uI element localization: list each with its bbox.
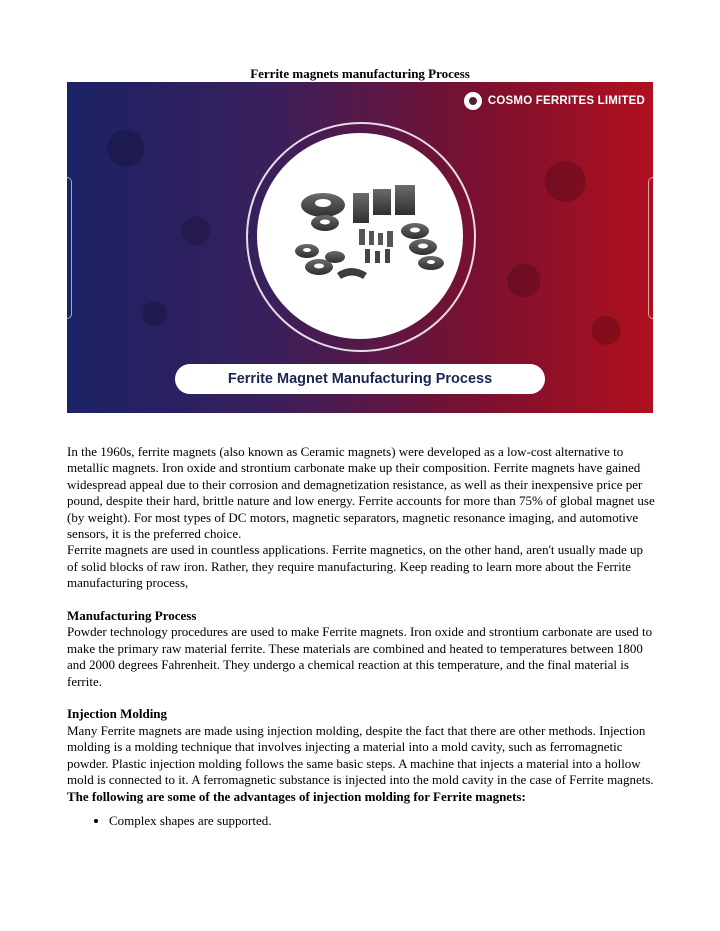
company-logo [464, 92, 645, 110]
company-logo-text: COSMO FERRITES LIMITED [487, 95, 645, 107]
right-bracket-decoration [648, 177, 653, 319]
advantages-list [67, 813, 657, 829]
ferrite-magnets-illustration [257, 133, 463, 339]
manufacturing-paragraph: Powder technology procedures are used to make Ferrite magnets. Iron oxide and strontium carbonate are used to make the primary raw material ferrite. These materials are combined and heated to temperatures between 1800 and 2000 degrees Fahrenheit. They undergo a chemical reaction at this temperature, and the final material is ferrite. [67, 624, 653, 689]
left-bracket-decoration [67, 177, 72, 319]
manufacturing-heading: Manufacturing Process [67, 608, 197, 624]
injection-heading: Injection Molding [67, 706, 168, 722]
banner-image [67, 82, 653, 413]
cosmo-logo-icon [464, 92, 482, 110]
magnets-photo-circle [257, 133, 463, 339]
document-title: Ferrite magnets manufacturing Process [250, 66, 470, 81]
intro-paragraph-1: In the 1960s, ferrite magnets (also known as Ceramic magnets) were developed as a low-cost alternative to metallic magnets. Iron oxide and strontium carbonate make up their composition. Ferrite magnets have gained widespread appeal due to their corrosion and demagnetization resistance, as well as their inexpensive price per pound, despite their hard, brittle nature and low energy. Ferrite accounts for more than 75% of global magnet use (by weight). For most types of DC motors, magnetic separators, magnetic resonance imaging, and automotive sensors, it is the preferred choice. [67, 444, 655, 542]
advantages-heading: The following are some of the advantages of injection molding for Ferrite magnets: [67, 788, 526, 804]
intro-paragraph-2: Ferrite magnets are used in countless applications. Ferrite magnetics, on the other hand, aren't usually made up of solid blocks of raw iron. Rather, they require manufacturing. Keep reading to learn more about the Ferrite manufacturing process, [67, 542, 643, 591]
injection-paragraph: Many Ferrite magnets are made using injection molding, despite the fact that there are other methods. Injection molding is a molding technique that involves injecting a material into a mold cavity, such as ferromagnetic powder. Plastic injection molding follows the same basic steps. A machine that injects a material into a hollow mold is connected to it. A ferromagnetic substance is injected into the mold cavity in the case of Ferrite magnets. [67, 722, 654, 788]
banner-caption-pill: Ferrite Magnet Manufacturing Process [175, 364, 545, 394]
article-body [67, 444, 657, 829]
list-item: • Complex shapes are supported. [109, 813, 657, 829]
